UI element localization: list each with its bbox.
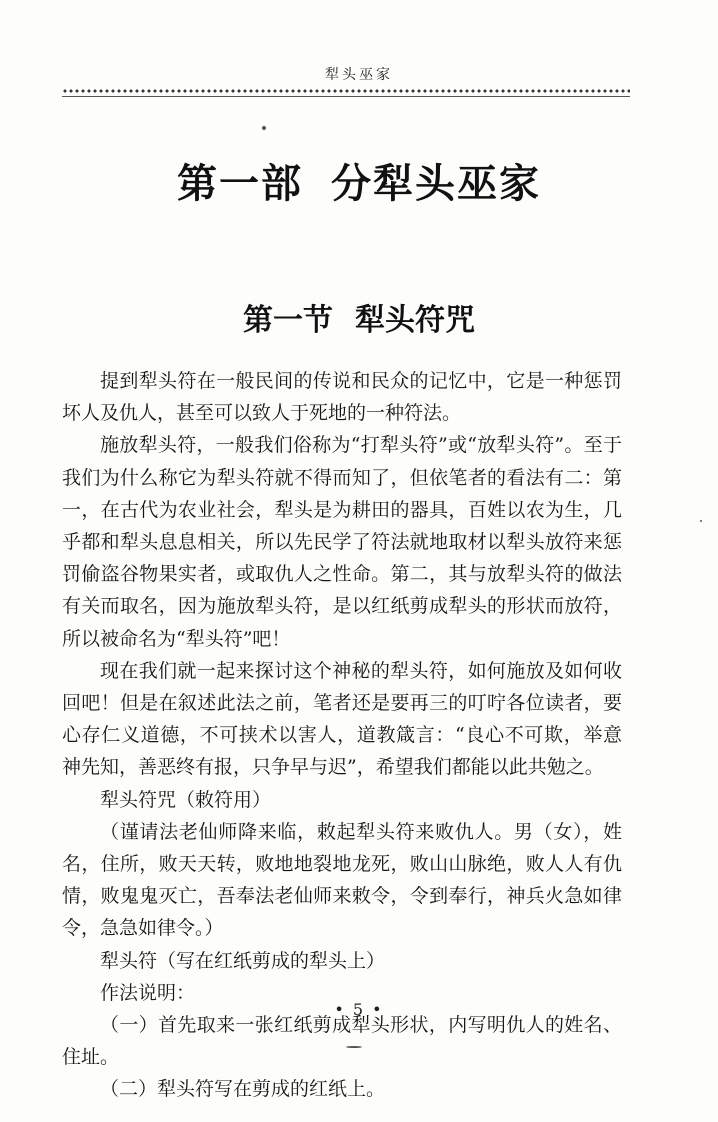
paragraph: 施放犁头符，一般我们俗称为“打犁头符”或“放犁头符”。至于我们为什么称它为犁头符就不得而知了，但依笔者的看法有二：第一，在古代为农业社会，犁头是为耕田的器具，百姓以农为生，几乎都和犁头息息相关，所以先民学了符法就地取材以犁头放符来惩罚偷盗谷物果实者，或取仇人之性命。第二，其与放犁头符的做法有关而取名，因为施放犁头符，是以红纸剪成犁头的形状而放符，所以被命名为“犁头符”吧！ — [62, 434, 622, 650]
scan-speck — [700, 520, 702, 522]
paragraph: 现在我们就一起来探讨这个神秘的犁头符，如何施放及如何收回吧！但是在叙述此法之前，笔者还是要再三的叮咛各位读者，要心存仁义道德，不可挟术以害人，道教箴言：“良心不可欺，举意神先知，善恶终有报，只争早与迟”，希望我们都能以此共勉之。 — [62, 659, 622, 779]
paragraph: 提到犁头符在一般民间的传说和民众的记忆中，它是一种惩罚坏人及仇人，甚至可以致人于死地的一种符法。 — [62, 370, 622, 425]
part-number: 第一部 — [177, 160, 303, 207]
paragraph: 作法说明： — [100, 981, 196, 1004]
paragraph: （二）犁头符写在剪成的红纸上。 — [100, 1078, 386, 1101]
section-number: 第一节 — [243, 303, 333, 338]
paragraph: （谨请法老仙师降来临，敕起犁头符来败仇人。男（女），姓名，住所，败天天转，败地地裂地龙死，败山山脉绝，败人人有仇情，败鬼鬼灭亡，吾奉法老仙师来敕令，令到奉行，神兵火急如律令，急急如律令。） — [62, 820, 622, 940]
page-number: • 5 • — [334, 1000, 384, 1019]
body-text — [62, 365, 622, 1106]
paragraph: （一）首先取来一张红纸剪成犁头形状，内写明仇人的姓名、住址。 — [62, 1014, 622, 1069]
part-name: 分犁头巫家 — [331, 160, 541, 207]
section-title — [0, 295, 718, 339]
running-head: 犁头巫家 — [325, 67, 393, 83]
paragraph: 犁头符咒（敕符用） — [100, 788, 272, 811]
scan-speck — [262, 126, 266, 130]
part-title — [0, 152, 718, 209]
section-name: 犁头符咒 — [355, 303, 475, 338]
scan-speck — [346, 1046, 362, 1048]
paragraph: 犁头符（写在红纸剪成的犁头上） — [100, 949, 386, 972]
header-dotted-rule — [62, 88, 630, 94]
header-rule-line — [62, 96, 630, 97]
